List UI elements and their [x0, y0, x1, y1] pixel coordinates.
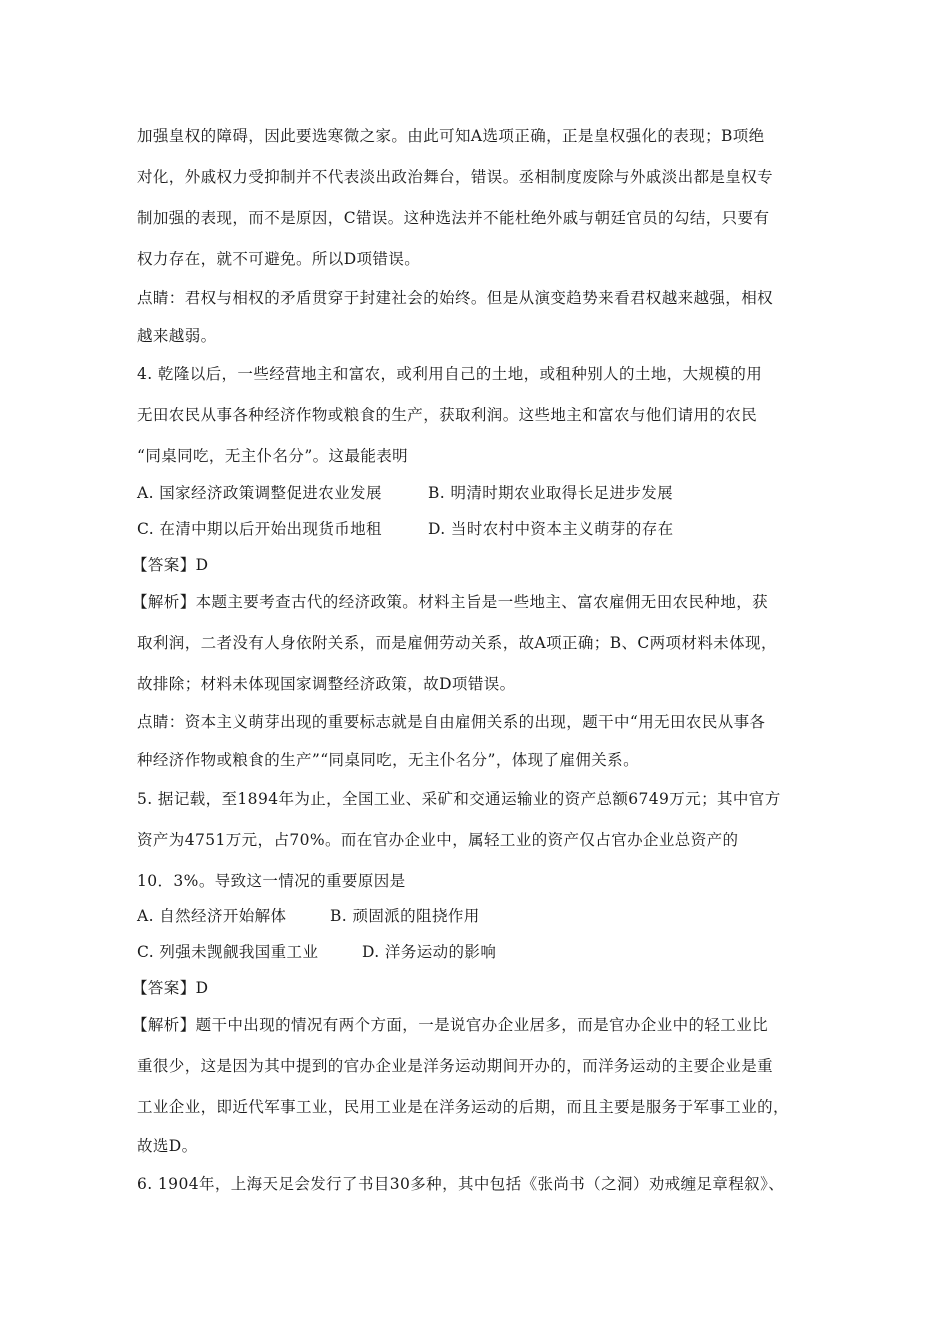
analysis-line: 【解析】本题主要考查古代的经济政策。材料主旨是一些地主、富农雇佣无田农民种地，获: [132, 593, 769, 611]
tip-line: 种经济作物或粮食的生产”“同桌同吃，无主仆名分”，体现了雇佣关系。: [137, 751, 639, 769]
text-line: 点睛：君权与相权的矛盾贯穿于封建社会的始终。但是从演变趋势来看君权越来越强，相权: [137, 289, 774, 307]
question-stem: 6. 1904年，上海天足会发行了书目30多种，其中包括《张尚书（之洞）劝戒缠足章程叙》、: [137, 1175, 785, 1193]
option-c: C. 在清中期以后开始出现货币地租: [137, 520, 382, 538]
analysis-line: 故选D。: [137, 1137, 198, 1155]
option-c: C. 列强未觊觎我国重工业: [137, 943, 319, 961]
text-line: 越来越弱。: [137, 327, 217, 345]
text-line: 制加强的表现，而不是原因，C错误。这种选法并不能杜绝外戚与朝廷官员的勾结，只要有: [137, 209, 770, 227]
tip-line: 点睛：资本主义萌芽出现的重要标志就是自由雇佣关系的出现，题干中“用无田农民从事各: [137, 713, 766, 731]
option-row: [137, 942, 318, 962]
question-stem: 无田农民从事各种经济作物或粮食的生产，获取利润。这些地主和富农与他们请用的农民: [137, 406, 758, 424]
question-stem: 10．3%。导致这一情况的重要原因是: [137, 872, 406, 890]
text-line: 对化，外戚权力受抑制并不代表淡出政治舞台，错误。丞相制度废除与外戚淡出都是皇权专: [137, 168, 774, 186]
option-row: [137, 483, 382, 503]
question-stem: 5. 据记载，至1894年为止，全国工业、采矿和交通运输业的资产总额6749万元；其中官方: [137, 790, 781, 808]
option-a: A. 国家经济政策调整促进农业发展: [137, 484, 382, 502]
analysis-line: 故排除；材料未体现国家调整经济政策，故D项错误。: [137, 675, 516, 693]
option-row: [137, 519, 382, 539]
option-a: A. 自然经济开始解体: [137, 907, 287, 925]
text-line: 权力存在，就不可避免。所以D项错误。: [137, 250, 421, 268]
option-d: D. 当时农村中资本主义萌芽的存在: [428, 520, 674, 538]
answer: 【答案】D: [132, 556, 209, 574]
question-stem: 4. 乾隆以后，一些经营地主和富农，或利用自己的土地，或租种别人的土地，大规模的用: [137, 365, 763, 383]
option-d: D. 洋务运动的影响: [362, 943, 497, 961]
analysis-line: 取利润，二者没有人身依附关系，而是雇佣劳动关系，故A项正确；B、C两项材料未体现，: [137, 634, 777, 652]
option-b: B. 顽固派的阻挠作用: [330, 907, 480, 925]
text-line: 加强皇权的障碍，因此要选寒微之家。由此可知A选项正确，正是皇权强化的表现；B项绝: [137, 127, 765, 145]
question-stem: “同桌同吃，无主仆名分”。这最能表明: [137, 447, 409, 465]
option-row: [137, 906, 286, 926]
option-b: B. 明清时期农业取得长足进步发展: [428, 484, 674, 502]
question-stem: 资产为4751万元，占70%。而在官办企业中，属轻工业的资产仅占官办企业总资产的: [137, 831, 739, 849]
analysis-line: 重很少，这是因为其中提到的官办企业是洋务运动期间开办的，而洋务运动的主要企业是重: [137, 1057, 774, 1075]
analysis-line: 【解析】题干中出现的情况有两个方面，一是说官办企业居多，而是官办企业中的轻工业比: [132, 1016, 769, 1034]
analysis-line: 工业企业，即近代军事工业，民用工业是在洋务运动的后期，而且主要是服务于军事工业的，: [137, 1098, 789, 1116]
answer: 【答案】D: [132, 979, 209, 997]
